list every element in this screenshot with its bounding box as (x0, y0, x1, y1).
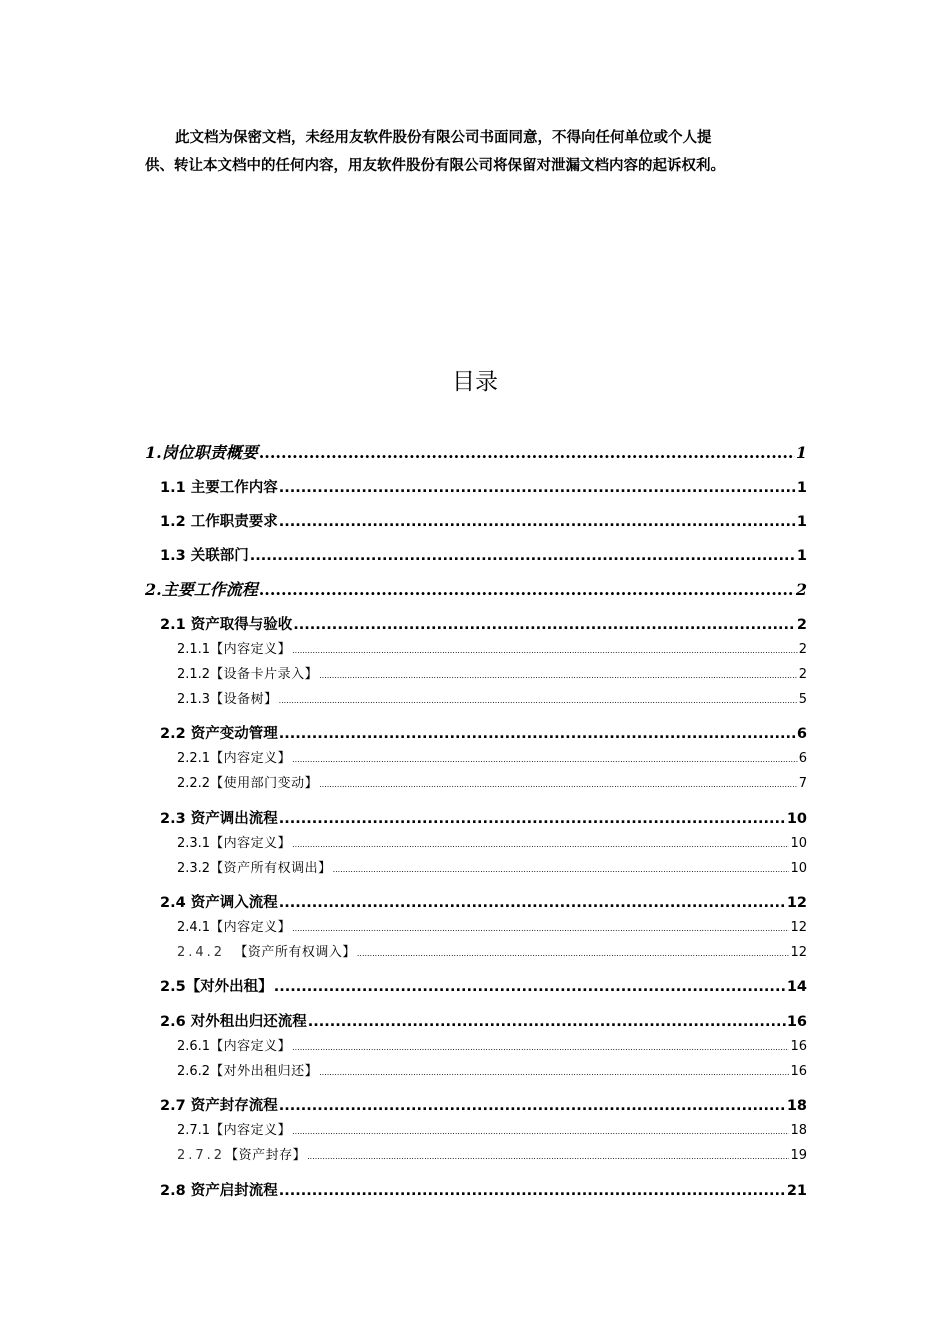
toc-entry-number: 2.1 (160, 617, 186, 633)
toc-entry-label: 【资产所有权调出】 (210, 861, 332, 876)
toc-entry[interactable] (177, 857, 807, 876)
toc-entry-page: 2 (798, 642, 807, 657)
toc-leader (319, 671, 798, 680)
toc-entry-page: 12 (790, 920, 807, 935)
toc-entry-label: 【内容定义】 (210, 920, 292, 935)
toc-entry-label: 岗位职责概要 (161, 443, 258, 462)
toc-entry[interactable] (177, 1035, 807, 1054)
toc-entry[interactable] (160, 1010, 807, 1031)
toc-entry-page: 10 (790, 861, 807, 876)
toc-entry[interactable] (177, 1060, 807, 1079)
toc-entry[interactable] (160, 544, 807, 565)
toc-leader (279, 696, 798, 705)
toc-entry-number: 2.5 (160, 979, 186, 995)
toc-entry[interactable] (177, 916, 807, 935)
toc-leader (292, 755, 798, 764)
toc-entry-label: 资产变动管理 (190, 726, 278, 742)
toc-entry-label: 【内容定义】 (210, 1123, 292, 1138)
toc-entry-label: 关联部门 (190, 548, 249, 564)
toc-entry[interactable] (160, 613, 807, 634)
toc-entry[interactable] (177, 1119, 807, 1138)
toc-entry-page: 10 (790, 836, 807, 851)
toc-entry[interactable] (177, 941, 807, 960)
toc-entry-number: 2.3.2 (177, 861, 211, 876)
toc-entry-label: 资产封存流程 (190, 1098, 278, 1114)
toc-entry[interactable] (177, 663, 807, 682)
toc-entry[interactable] (177, 1144, 807, 1163)
toc-entry-label: 【内容定义】 (210, 751, 292, 766)
toc-entry-page: 1 (796, 480, 807, 496)
toc-entry-number: 1.3 (160, 548, 186, 564)
toc-entry-label: 【使用部门变动】 (210, 776, 319, 791)
toc-entry-label: 【资产所有权调入】 (234, 945, 356, 960)
toc-entry-number: 1. (145, 443, 162, 462)
toc-leader (292, 646, 798, 655)
toc-entry-page: 14 (786, 979, 807, 995)
toc-leader (279, 514, 796, 530)
toc-entry-number: 2. (145, 580, 162, 599)
toc-entry-page: 2 (796, 617, 807, 633)
toc-leader (319, 780, 798, 789)
toc-entry-label: 【设备树】 (210, 692, 278, 707)
toc-entry-label: 【内容定义】 (210, 642, 292, 657)
toc-title: 目录 (452, 369, 498, 395)
toc-entry-number: 2.4 (160, 895, 186, 911)
toc-entry[interactable] (160, 807, 807, 828)
toc-entry-page: 16 (790, 1064, 807, 1079)
toc-entry-page: 6 (796, 726, 807, 742)
toc-entry-number: 2.1.2 (177, 667, 211, 682)
toc-entry-label: 【资产封存】 (225, 1148, 307, 1163)
notice-line-1: 此文档为保密文档，未经用友软件股份有限公司书面同意，不得向任何单位或个人提 (175, 130, 712, 146)
toc-entry-number: 2.6 (160, 1014, 186, 1030)
toc-entry-label: 【对外出租归还】 (210, 1064, 319, 1079)
toc-entry-page: 16 (790, 1039, 807, 1054)
toc-entry-page: 6 (798, 751, 807, 766)
toc-entry-page: 1 (796, 514, 807, 530)
toc-entry-label: 【内容定义】 (210, 1039, 292, 1054)
toc-leader (279, 1183, 786, 1199)
toc-entry[interactable] (177, 832, 807, 851)
toc-leader (292, 840, 789, 849)
toc-entry-number: 2.2.1 (177, 751, 211, 766)
toc-leader (292, 924, 789, 933)
toc-entry[interactable] (160, 975, 807, 996)
toc-entry[interactable] (145, 440, 807, 463)
toc-entry[interactable] (145, 577, 807, 600)
toc-leader (279, 1098, 786, 1114)
toc-entry-label: 资产调出流程 (190, 811, 278, 827)
toc-entry-page: 7 (798, 776, 807, 791)
toc-leader (250, 548, 796, 564)
toc-entry-page: 19 (790, 1148, 807, 1163)
toc-leader (279, 726, 796, 742)
toc-entry-number: 2.8 (160, 1183, 186, 1199)
toc-entry-number: 2.3.1 (177, 836, 211, 851)
toc-entry-page: 18 (790, 1123, 807, 1138)
toc-entry-number: 1.2 (160, 514, 186, 530)
toc-entry-label: 对外租出归还流程 (190, 1014, 307, 1030)
toc-entry-label: 资产取得与验收 (190, 617, 293, 633)
toc-entry-label: 【内容定义】 (210, 836, 292, 851)
toc-entry-number: 2.1.1 (177, 642, 211, 657)
toc-entry[interactable] (160, 722, 807, 743)
toc-entry-number: 2.7 (160, 1098, 186, 1114)
toc-entry[interactable] (160, 1179, 807, 1200)
toc-entry[interactable] (160, 1094, 807, 1115)
toc-entry-number: 2.4.2 (177, 945, 226, 960)
toc-entry-page: 1 (795, 443, 807, 462)
toc-entry-page: 5 (798, 692, 807, 707)
toc-entry-page: 10 (786, 811, 807, 827)
toc-entry[interactable] (177, 772, 807, 791)
toc-entry-page: 2 (795, 580, 807, 599)
notice-line-2: 供、转让本文档中的任何内容，用友软件股份有限公司将保留对泄漏文档内容的起诉权利。 (145, 158, 725, 174)
toc-entry-number: 1.1 (160, 480, 186, 496)
toc-entry-page: 18 (786, 1098, 807, 1114)
toc-entry-label: 工作职责要求 (190, 514, 278, 530)
toc-entry-number: 2.4.1 (177, 920, 211, 935)
toc-leader (279, 811, 786, 827)
toc-entry-page: 12 (790, 945, 807, 960)
toc-entry-page: 2 (798, 667, 807, 682)
toc-entry[interactable] (177, 747, 807, 766)
toc-leader (279, 895, 786, 911)
toc-entry[interactable] (160, 510, 807, 531)
toc-leader (307, 1152, 789, 1161)
toc-leader (292, 1043, 789, 1052)
toc-leader (308, 1014, 786, 1030)
toc-entry-number: 2.6.1 (177, 1039, 211, 1054)
toc-leader (333, 865, 790, 874)
toc-entry-number: 2.6.2 (177, 1064, 211, 1079)
toc-leader (259, 580, 795, 599)
toc-entry-number: 2.2 (160, 726, 186, 742)
toc-entry-page: 1 (796, 548, 807, 564)
toc-entry-number: 2.3 (160, 811, 186, 827)
toc-leader (274, 979, 786, 995)
toc-entry-number: 2.1.3 (177, 692, 211, 707)
toc-entry-label: 【设备卡片录入】 (210, 667, 319, 682)
toc-leader (357, 949, 790, 958)
toc-entry-label: 资产启封流程 (190, 1183, 278, 1199)
toc-entry-label: 【对外出租】 (185, 979, 273, 995)
toc-entry-number: 2.2.2 (177, 776, 211, 791)
toc-leader (292, 1127, 789, 1136)
toc-entry-page: 21 (786, 1183, 807, 1199)
toc-entry[interactable] (177, 688, 807, 707)
toc-entry-page: 12 (786, 895, 807, 911)
toc-entry-page: 16 (786, 1014, 807, 1030)
toc-entry[interactable] (160, 476, 807, 497)
toc-leader (279, 480, 796, 496)
toc-entry[interactable] (160, 891, 807, 912)
toc-entry-label: 主要工作内容 (190, 480, 278, 496)
toc-leader (319, 1068, 789, 1077)
toc-entry[interactable] (177, 638, 807, 657)
toc-entry-label: 主要工作流程 (161, 580, 258, 599)
toc-leader (293, 617, 796, 633)
toc-entry-number: 2.7.2 (177, 1148, 226, 1163)
toc-leader (259, 443, 795, 462)
toc-entry-number: 2.7.1 (177, 1123, 211, 1138)
toc-entry-label: 资产调入流程 (190, 895, 278, 911)
